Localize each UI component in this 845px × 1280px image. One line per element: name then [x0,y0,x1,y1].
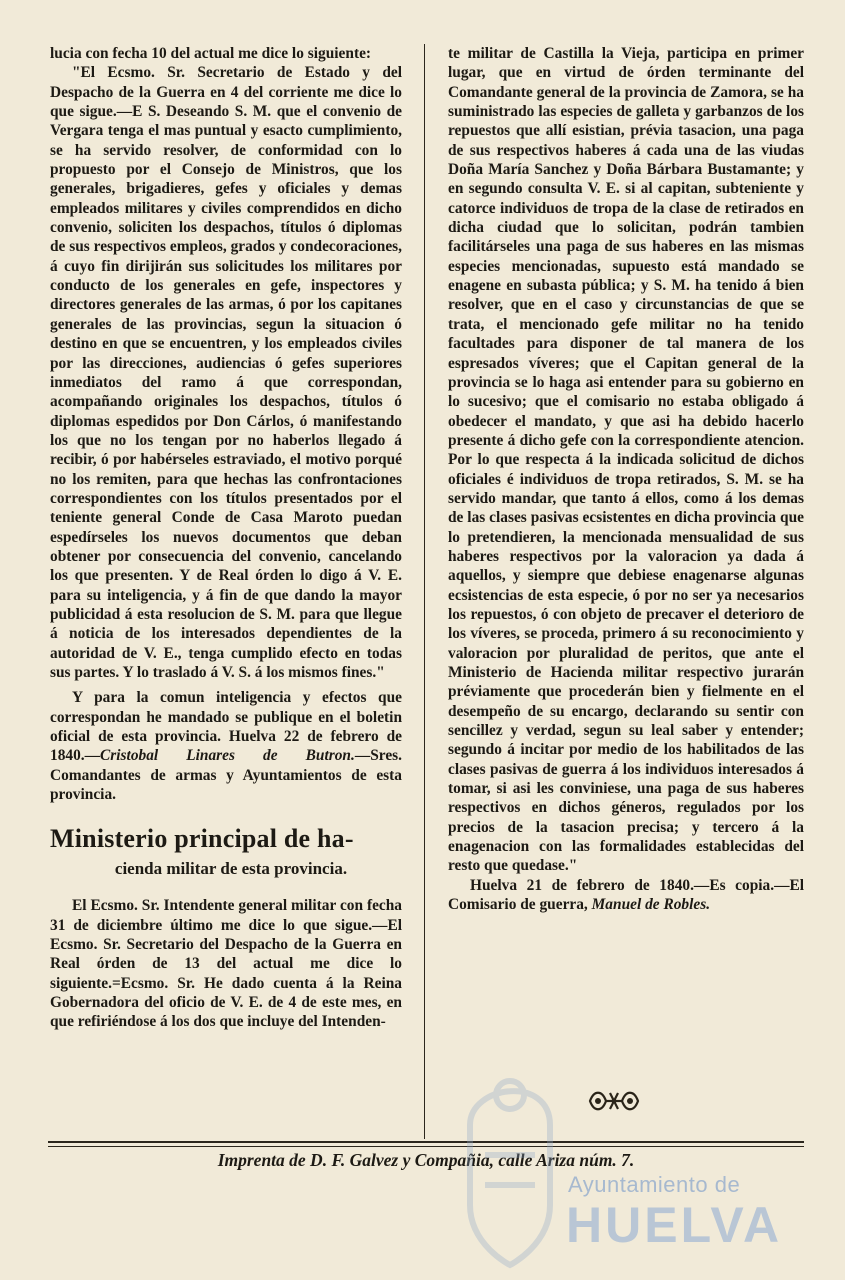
left-paragraph-3-text: Y para la comun inteligencia y efectos que correspondan he mandado se publique en el boletin oficial de esta provincia. Huelva 22 de febrero de 1840.— [50,689,402,765]
section-heading-subtitle: cienda militar de esta provincia. [114,859,348,879]
watermark-line-2: HUELVA [566,1197,783,1253]
left-paragraph-1: lucia con fecha 10 del actual me dice lo siguiente: [50,45,372,62]
right-paragraph-2 [448,876,804,915]
right-column [448,44,804,914]
right-paragraph-1: te militar de Castilla la Vieja, participa en primer lugar, que en virtud de órden terminante del Comandante general de la provincia de Zamora, se ha suministrado las especies de galleta y garbanzos de los repuestos que allí esistian, prévia tasacion, una paga de sus respectivos haberes á cada una de las viudas Doña María Sanchez y Doña Bárbara Bustamante; y en segundo consulta V. E. si al capitan, subteniente y catorce individuos de tropa de la clase de retirados en dicha ciudad que lo solicitan, podrán tambien facilitárseles una paga de sus haberes en las mismas especies mencionadas, supuesto está mandado se enagene en subasta pública; y S. M. ha tenido á bien resolver, que en el caso y circunstancias de que se trata, el mencionado gefe militar no ha tenido facultades para disponer de tal manera de los espresados víveres; que el Capitan general de la provincia se lo haga asi entender para su gobierno en lo sucesivo; que el comisario no estaba obligado á obedecer el mandato, y que asi ha debido hacerlo presente á dicho gefe con la correspondiente atencion. Por lo que respecta á la indicada solicitud de dichos oficiales é individuos de tropa retirados, S. M. se ha servido mandar, que tanto á ellos, como á los demas de las clases pasivas ecsistentes en dicha provincia que lo pretendieren, la mencionada mensualidad de sus haberes respectivos por la valoracion ya dada á aquellos, y siempre que debiese enagenarse algunas ecsistencias de esta especie, ó por no ser ya necesarios los repuestos, ó con objeto de precaver el deterioro de los víveres, se proceda, primero á su reconocimiento y valoracion por pluralidad de peritos, que ante el Ministerio de Hacienda militar respectivo jurarán préviamente que procederán bien y fielmente en el desempeño de su encargo, declarando su sentir con sencillez y verdad, segun su leal saber y entender; segundo á incitar por medio de los habilitados de las clases pasivas de guerra á los individuos interesados á tomar, si asi les conviniese, una paga de sus haberes respectivos en dichos géneros, regulados por los precios de la tasacion precisa; y tercero á la enagenacion con las formalidades establecidas del resto que quedase." [448,45,804,875]
right-paragraph-2-text: Huelva 21 de febrero de 1840.—Es copia.—El Comisario de guerra, [448,876,804,914]
left-paragraph-3 [50,688,402,804]
imprint-line: Imprenta de D. F. Galvez y Compañia, calle Ariza núm. 7. [217,1150,635,1170]
column-separator [424,44,425,1139]
watermark-line-1: Ayuntamiento de [568,1172,741,1197]
section-heading-title: Ministerio principal de ha- [50,824,354,854]
left-paragraph-2: "El Ecsmo. Sr. Secretario de Estado y del Despacho de la Guerra en 4 del corriente me dice lo que sigue.—E S. Deseando S. M. que el convenio de Vergara tenga el mas puntual y esacto cumplimiento, se ha servido resolver, de conformidad con lo propuesto por el Consejo de Ministros, que los generales, brigadieres, gefes y oficiales y demas empleados militares y civiles comprendidos en dicho convenio, soliciten los despachos, títulos ó diplomas de sus respectivos empleos, grados y condecoraciones, á cuyo fin dirijirán sus solicitudes los militares por conducto de los generales en gefe, inspectores y directores generales de las armas, ó por los capitanes generales de las provincias, segun la situacion ó destino en que se encuentren, y los empleados civiles por las direcciones, audiencias ó gefes superiores inmediatos del ramo á que correspondan, acompañando originales los despachos, títulos ó diplomas espedidos por Don Cárlos, ó manifestando los que no los tengan por no haberlos llegado á recibir, ó por habérseles estraviado, el motivo porqué no los remiten, para que hechas las confrontaciones correspondientes con los títulos presentados por el teniente general Conde de Casa Maroto puedan espedírseles los nuevos documentos que deban obtener por consecuencia del convenio, cancelando los que presenten. Y de Real órden lo digo á V. E. para su inteligencia, y á fin de que dando la mayor publicidad á esta resolucion de S. M. para que llegue á noticia de los interesados dependientes de la autoridad de V. E., tenga cumplido efecto en todas sus partes. Y lo traslado á V. S. á los mismos fines." [50,64,402,681]
section-heading [50,824,402,880]
left-column [50,44,402,1032]
signature-name-2: Manuel de Robles. [591,896,711,914]
left-paragraph-4: El Ecsmo. Sr. Intendente general militar con fecha 31 de diciembre último me dice lo que sigue.—El Ecsmo. Sr. Secretario del Despacho de la Guerra en Real órden de 13 del actual me dice lo siguiente.=Ecsmo. Sr. He dado cuenta á la Reina Gobernadora del oficio de V. E. de 4 de este mes, en que refiriéndose á los dos que incluye del Intenden- [50,897,402,1031]
signature-name: Cristobal Linares de Butron. [100,747,355,765]
left-paragraph-3-tail: —Sres. Comandantes de armas y Ayuntamientos de esta provincia. [50,747,402,804]
